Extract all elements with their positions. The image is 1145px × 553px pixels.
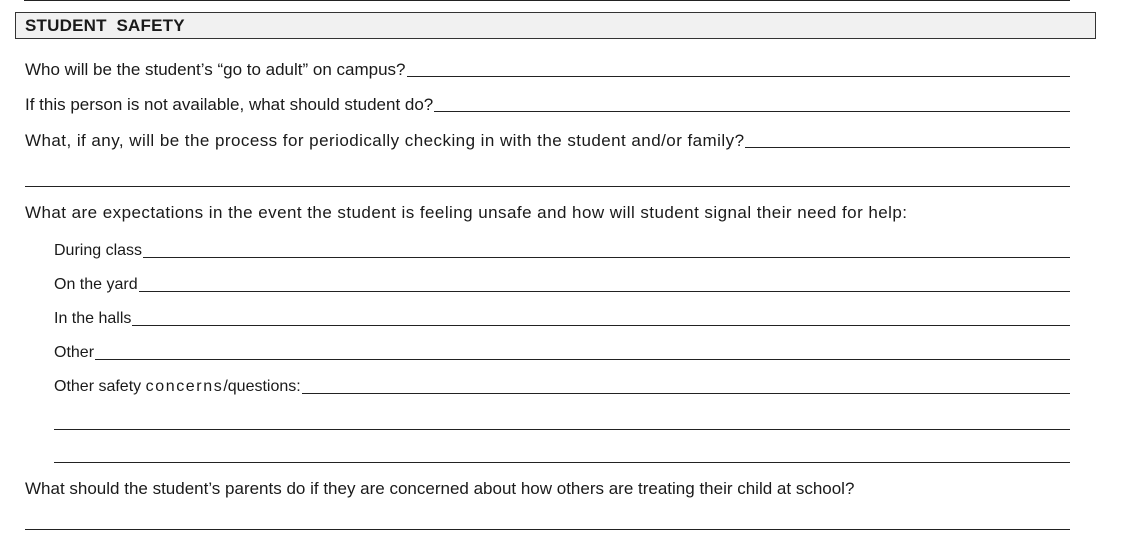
other-row	[54, 343, 1070, 363]
in-the-halls-field[interactable]	[132, 325, 1070, 326]
checking-in-label: What, if any, will be the process for periodically checking in with the student and/or family?	[25, 131, 745, 150]
checking-in-extra-line[interactable]	[25, 186, 1070, 187]
on-the-yard-label: On the yard	[54, 276, 138, 293]
expectations-question: What are expectations in the event the student is feeling unsafe and how will student signal their need for help:	[25, 203, 908, 222]
other-concerns-extra-line-2[interactable]	[54, 462, 1070, 463]
other-label: Other	[54, 344, 95, 361]
during-class-row	[54, 241, 1070, 261]
other-concerns-row	[54, 377, 1070, 397]
in-the-halls-row	[54, 309, 1070, 329]
parents-answer-line[interactable]	[25, 529, 1070, 530]
other-field[interactable]	[95, 359, 1070, 360]
other-concerns-suffix: /questions:	[223, 378, 301, 395]
on-the-yard-row	[54, 275, 1070, 295]
during-class-label: During class	[54, 242, 143, 259]
other-concerns-prefix: Other safety	[54, 378, 146, 395]
go-to-adult-row	[25, 60, 1070, 80]
parents-question: What should the student’s parents do if they are concerned about how others are treating their child at school?	[25, 479, 855, 498]
other-concerns-field[interactable]	[302, 393, 1070, 394]
not-available-row	[25, 95, 1070, 115]
checking-in-field[interactable]	[745, 147, 1070, 148]
other-concerns-spaced-word: concerns	[145, 378, 224, 395]
in-the-halls-label: In the halls	[54, 310, 132, 327]
during-class-field[interactable]	[143, 257, 1070, 258]
checking-in-row	[25, 131, 1070, 151]
on-the-yard-field[interactable]	[139, 291, 1070, 292]
not-available-field[interactable]	[434, 111, 1070, 112]
go-to-adult-label: Who will be the student’s “go to adult” on campus?	[25, 60, 406, 79]
section-header-student-safety	[15, 12, 1096, 39]
top-divider-line	[24, 0, 1070, 1]
go-to-adult-field[interactable]	[407, 76, 1070, 77]
section-title: STUDENT SAFETY	[25, 16, 185, 35]
other-concerns-label	[54, 377, 301, 397]
not-available-label: If this person is not available, what should student do?	[25, 95, 434, 114]
other-concerns-extra-line-1[interactable]	[54, 429, 1070, 430]
